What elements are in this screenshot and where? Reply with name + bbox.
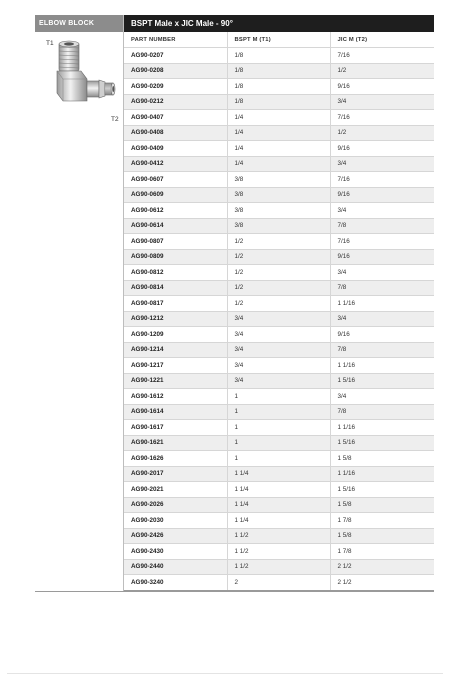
table-row [124, 544, 434, 560]
table-title: BSPT Male x JIC Male - 90° [124, 15, 434, 32]
cell-bspt-size: 1/2 [227, 296, 330, 312]
cell-jic-size: 3/4 [330, 94, 434, 110]
cell-bspt-size: 1 [227, 389, 330, 405]
cell-part-number: AG90-1217 [124, 358, 227, 374]
cell-bspt-size: 3/4 [227, 342, 330, 358]
cell-jic-size: 1 1/16 [330, 358, 434, 374]
cell-jic-size: 1 7/8 [330, 513, 434, 529]
cell-part-number: AG90-0207 [124, 48, 227, 64]
product-table-section [124, 15, 434, 591]
cell-part-number: AG90-0809 [124, 249, 227, 265]
cell-jic-size: 3/4 [330, 265, 434, 281]
cell-part-number: AG90-2030 [124, 513, 227, 529]
cell-bspt-size: 1/2 [227, 280, 330, 296]
cell-bspt-size: 3/4 [227, 327, 330, 343]
cell-part-number: AG90-3240 [124, 575, 227, 591]
cell-jic-size: 1 5/8 [330, 497, 434, 513]
table-row [124, 234, 434, 250]
table-row [124, 125, 434, 141]
cell-jic-size: 2 1/2 [330, 575, 434, 591]
table-row [124, 172, 434, 188]
cell-jic-size: 1 5/8 [330, 451, 434, 467]
cell-bspt-size: 3/4 [227, 358, 330, 374]
table-row [124, 373, 434, 389]
cell-bspt-size: 1 [227, 451, 330, 467]
t1-label: T1 [46, 40, 54, 47]
cell-bspt-size: 3/4 [227, 311, 330, 327]
cell-bspt-size: 1/4 [227, 156, 330, 172]
cell-bspt-size: 1/2 [227, 249, 330, 265]
cell-bspt-size: 3/8 [227, 172, 330, 188]
cell-jic-size: 1 5/16 [330, 373, 434, 389]
cell-bspt-size: 1/4 [227, 141, 330, 157]
cell-bspt-size: 3/4 [227, 373, 330, 389]
cell-part-number: AG90-2430 [124, 544, 227, 560]
column-header-part-number: PART NUMBER [124, 32, 227, 48]
table-row [124, 218, 434, 234]
cell-bspt-size: 3/8 [227, 187, 330, 203]
cell-part-number: AG90-2017 [124, 466, 227, 482]
table-row [124, 156, 434, 172]
table-row [124, 94, 434, 110]
cell-jic-size: 9/16 [330, 141, 434, 157]
cell-part-number: AG90-0812 [124, 265, 227, 281]
cell-part-number: AG90-0208 [124, 63, 227, 79]
cell-bspt-size: 1 1/4 [227, 497, 330, 513]
cell-part-number: AG90-1214 [124, 342, 227, 358]
cell-bspt-size: 1/8 [227, 79, 330, 95]
table-row [124, 358, 434, 374]
cell-bspt-size: 3/8 [227, 203, 330, 219]
cell-part-number: AG90-0607 [124, 172, 227, 188]
table-header-row [124, 32, 434, 48]
cell-jic-size: 7/16 [330, 172, 434, 188]
cell-part-number: AG90-1212 [124, 311, 227, 327]
cell-part-number: AG90-0412 [124, 156, 227, 172]
cell-part-number: AG90-0409 [124, 141, 227, 157]
table-row [124, 110, 434, 126]
cell-part-number: AG90-0807 [124, 234, 227, 250]
cell-part-number: AG90-0609 [124, 187, 227, 203]
cell-jic-size: 1 5/16 [330, 482, 434, 498]
table-row [124, 575, 434, 591]
cell-jic-size: 1/2 [330, 63, 434, 79]
table-row [124, 404, 434, 420]
cell-jic-size: 7/8 [330, 342, 434, 358]
cell-jic-size: 1 5/16 [330, 435, 434, 451]
column-header-jic: JIC M (T2) [330, 32, 434, 48]
table-row [124, 420, 434, 436]
cell-part-number: AG90-0612 [124, 203, 227, 219]
cell-jic-size: 1 1/16 [330, 466, 434, 482]
cell-part-number: AG90-1621 [124, 435, 227, 451]
cell-bspt-size: 1 1/4 [227, 513, 330, 529]
cell-part-number: AG90-2426 [124, 528, 227, 544]
table-row [124, 389, 434, 405]
column-header-bspt: BSPT M (T1) [227, 32, 330, 48]
cell-part-number: AG90-0407 [124, 110, 227, 126]
t2-label: T2 [111, 116, 119, 123]
cell-jic-size: 1 1/16 [330, 296, 434, 312]
cell-bspt-size: 1 1/4 [227, 482, 330, 498]
cell-part-number: AG90-0212 [124, 94, 227, 110]
table-row [124, 435, 434, 451]
table-row [124, 497, 434, 513]
cell-part-number: AG90-2440 [124, 559, 227, 575]
cell-part-number: AG90-1209 [124, 327, 227, 343]
category-title: ELBOW BLOCK [35, 15, 123, 32]
cell-bspt-size: 1 1/2 [227, 544, 330, 560]
cell-bspt-size: 1/2 [227, 265, 330, 281]
cell-jic-size: 9/16 [330, 79, 434, 95]
cell-bspt-size: 1 1/2 [227, 559, 330, 575]
table-row [124, 513, 434, 529]
table-row [124, 187, 434, 203]
cell-jic-size: 9/16 [330, 187, 434, 203]
cell-bspt-size: 1/4 [227, 110, 330, 126]
cell-bspt-size: 1 [227, 404, 330, 420]
table-row [124, 79, 434, 95]
cell-part-number: AG90-1221 [124, 373, 227, 389]
cell-bspt-size: 1/8 [227, 63, 330, 79]
cell-part-number: AG90-0817 [124, 296, 227, 312]
cell-part-number: AG90-1626 [124, 451, 227, 467]
cell-jic-size: 7/8 [330, 404, 434, 420]
cell-bspt-size: 1 [227, 435, 330, 451]
elbow-fitting-illustration [35, 35, 123, 125]
cell-part-number: AG90-0209 [124, 79, 227, 95]
cell-part-number: AG90-1617 [124, 420, 227, 436]
cell-bspt-size: 1/8 [227, 48, 330, 64]
table-row [124, 559, 434, 575]
table-row [124, 48, 434, 64]
cell-jic-size: 7/8 [330, 218, 434, 234]
cell-bspt-size: 1 [227, 420, 330, 436]
cell-part-number: AG90-1612 [124, 389, 227, 405]
cell-jic-size: 7/16 [330, 110, 434, 126]
table-row [124, 482, 434, 498]
cell-part-number: AG90-2026 [124, 497, 227, 513]
table-row [124, 249, 434, 265]
table-row [124, 311, 434, 327]
cell-part-number: AG90-2021 [124, 482, 227, 498]
cell-part-number: AG90-0408 [124, 125, 227, 141]
table-row [124, 203, 434, 219]
cell-part-number: AG90-0814 [124, 280, 227, 296]
cell-bspt-size: 1 1/4 [227, 466, 330, 482]
cell-bspt-size: 2 [227, 575, 330, 591]
table-row [124, 296, 434, 312]
cell-jic-size: 9/16 [330, 327, 434, 343]
cell-bspt-size: 1/4 [227, 125, 330, 141]
table-row [124, 265, 434, 281]
cell-part-number: AG90-1614 [124, 404, 227, 420]
cell-jic-size: 1 1/16 [330, 420, 434, 436]
table-row [124, 342, 434, 358]
cell-jic-size: 3/4 [330, 311, 434, 327]
cell-bspt-size: 1/8 [227, 94, 330, 110]
cell-jic-size: 3/4 [330, 203, 434, 219]
table-row [124, 451, 434, 467]
cell-bspt-size: 1 1/2 [227, 528, 330, 544]
table-row [124, 280, 434, 296]
cell-bspt-size: 1/2 [227, 234, 330, 250]
table-row [124, 528, 434, 544]
cell-part-number: AG90-0614 [124, 218, 227, 234]
cell-jic-size: 1/2 [330, 125, 434, 141]
cell-jic-size: 7/16 [330, 48, 434, 64]
cell-jic-size: 1 7/8 [330, 544, 434, 560]
elbow-fitting-icon [35, 35, 123, 125]
cell-bspt-size: 3/8 [227, 218, 330, 234]
table-row [124, 466, 434, 482]
cell-jic-size: 7/8 [330, 280, 434, 296]
page-footer-rule [7, 673, 443, 674]
cell-jic-size: 1 5/8 [330, 528, 434, 544]
cell-jic-size: 9/16 [330, 249, 434, 265]
cell-jic-size: 3/4 [330, 156, 434, 172]
table-row [124, 63, 434, 79]
table-row [124, 327, 434, 343]
cell-jic-size: 7/16 [330, 234, 434, 250]
table-bottom-rule [35, 591, 434, 592]
table-row [124, 141, 434, 157]
cell-jic-size: 2 1/2 [330, 559, 434, 575]
cell-jic-size: 3/4 [330, 389, 434, 405]
category-column [35, 15, 124, 591]
product-table [124, 32, 434, 591]
